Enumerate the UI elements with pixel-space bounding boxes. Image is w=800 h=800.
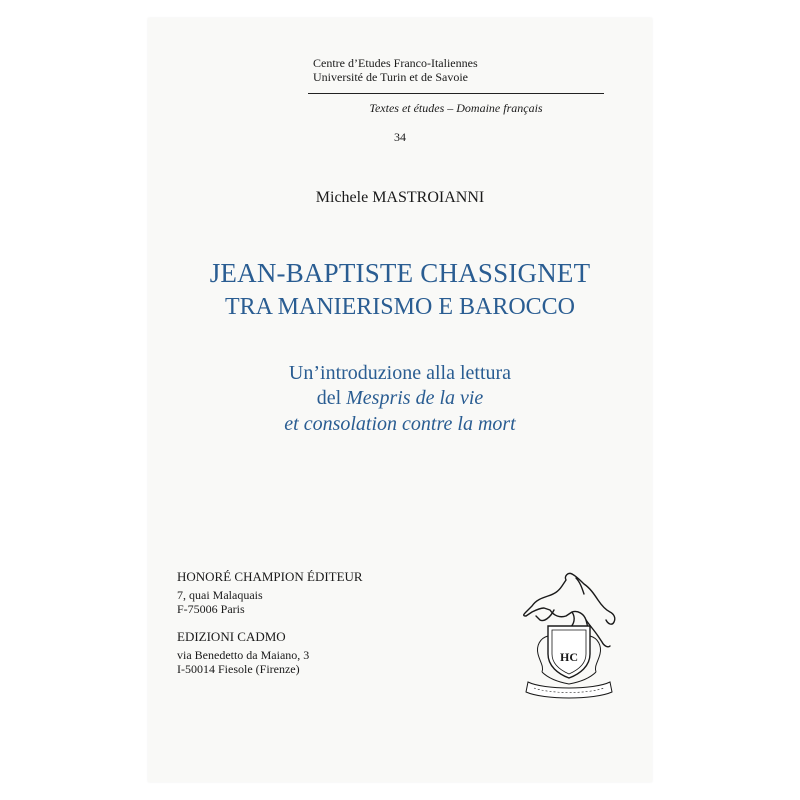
author-name: Michele MASTROIANNI bbox=[315, 189, 485, 206]
emblem-monogram: HC bbox=[560, 650, 578, 664]
publisher-champion-address bbox=[177, 588, 263, 616]
book-title-line2: TRA MANIERISMO E BAROCCO bbox=[224, 294, 576, 320]
publisher-champion-city: F-75006 Paris bbox=[177, 602, 245, 616]
series-number: 34 bbox=[394, 130, 406, 144]
subtitle-line2-prefix: del bbox=[316, 387, 342, 409]
subtitle-line1: Un’introduzione alla lettura bbox=[288, 362, 512, 384]
horse-emblem-icon bbox=[514, 566, 624, 706]
book-title-line1: JEAN-BAPTISTE CHASSIGNET bbox=[209, 258, 591, 288]
publisher-champion-street: 7, quai Malaquais bbox=[177, 588, 263, 602]
subtitle-line3: et consolation contre la mort bbox=[284, 413, 516, 435]
subtitle-line2 bbox=[148, 387, 652, 410]
publisher-cadmo-name: EDIZIONI CADMO bbox=[177, 629, 286, 644]
publisher-cadmo-city: I-50014 Fiesole (Firenze) bbox=[177, 662, 300, 676]
institute-name: Centre d’Etudes Franco-Italiennes bbox=[313, 56, 478, 70]
publisher-cadmo-address bbox=[177, 648, 309, 676]
header-divider bbox=[308, 93, 604, 94]
university-name: Université de Turin et de Savoie bbox=[313, 70, 468, 84]
institute-block bbox=[313, 56, 478, 84]
title-page bbox=[148, 18, 652, 782]
publisher-cadmo-street: via Benedetto da Maiano, 3 bbox=[177, 648, 310, 662]
subtitle-line2-italic: Mespris de la vie bbox=[346, 387, 484, 409]
publisher-champion-name: HONORÉ CHAMPION ÉDITEUR bbox=[177, 569, 363, 584]
series-title: Textes et études – Domaine français bbox=[369, 101, 543, 115]
